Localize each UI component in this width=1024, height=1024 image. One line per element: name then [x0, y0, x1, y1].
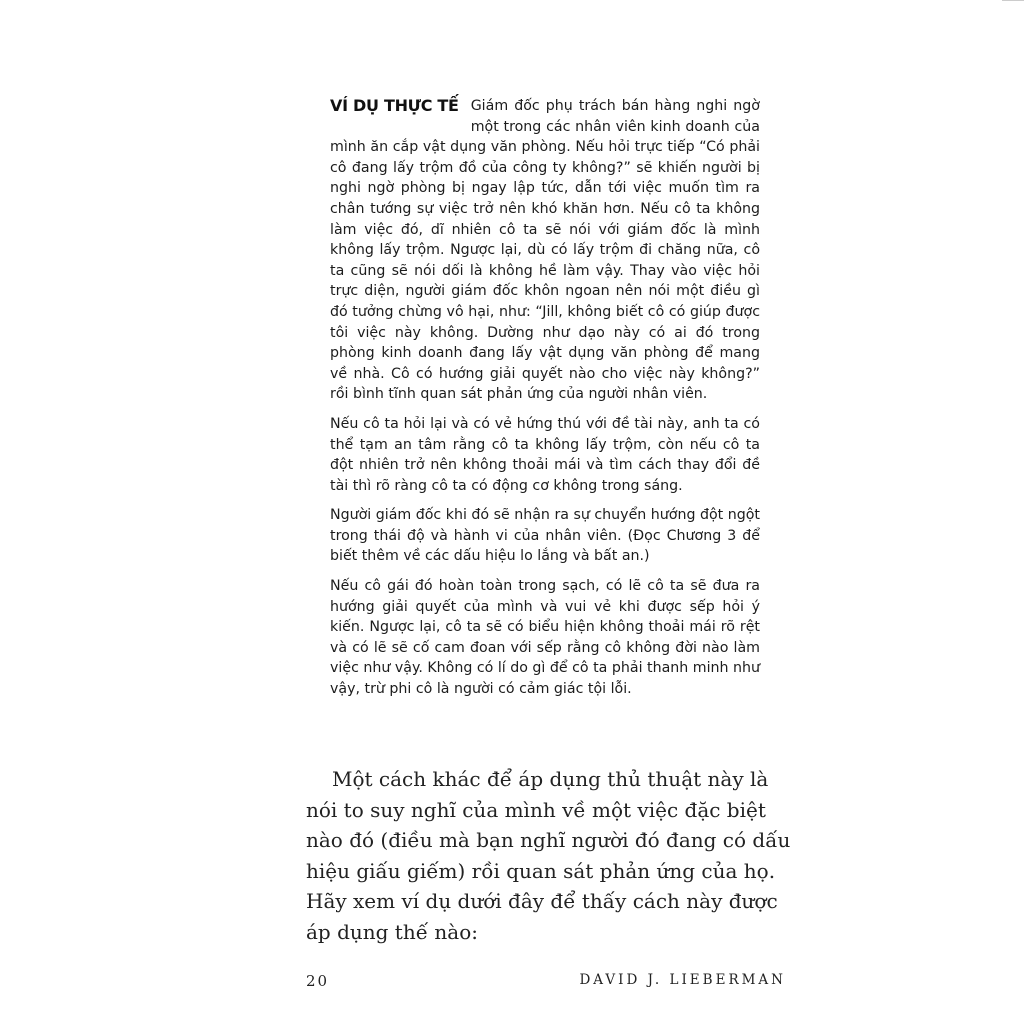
real-example-box	[330, 96, 760, 709]
main-text	[306, 764, 800, 947]
example-paragraph-4: Nếu cô gái đó hoàn toàn trong sạch, có lẽ cô ta sẽ đưa ra hướng giải quyết của mình và vui vẻ khi được sếp hỏi ý kiến. Ngược lại, cô ta sẽ có biểu hiện không thoải mái rõ rệt và có lẽ sẽ cố cam đoan với sếp rằng cô không đời nào làm việc như vậy. Không có lí do gì để cô ta phải thanh minh như vậy, trừ phi cô là người có cảm giác tội lỗi.	[330, 578, 760, 698]
example-heading: VÍ DỤ THỰC TẾ	[330, 96, 459, 115]
main-paragraph: Một cách khác để áp dụng thủ thuật này là nói to suy nghĩ của mình về một việc đặc biệt nào đó (điều mà bạn nghĩ người đó đang có dấu hiệu giấu giếm) rồi quan sát phản ứng của họ. Hãy xem ví dụ dưới đây để thấy cách này được áp dụng thế nào:	[306, 767, 791, 944]
example-paragraph-3: Người giám đốc khi đó sẽ nhận ra sự chuyển hướng đột ngột trong thái độ và hành vi của nhân viên. (Đọc Chương 3 để biết thêm về các dấu hiệu lo lắng và bất an.)	[330, 507, 760, 565]
page-number: 20	[306, 972, 330, 990]
example-paragraph-2: Nếu cô ta hỏi lại và có vẻ hứng thú với đề tài này, anh ta có thể tạm an tâm rằng cô ta không lấy trộm, còn nếu cô ta đột nhiên trở nên không thoải mái và tìm cách thay đổi đề tài thì rõ ràng cô ta có động cơ không trong sáng.	[330, 415, 760, 494]
example-paragraph-1: Giám đốc phụ trách bán hàng nghi ngờ một trong các nhân viên kinh doanh của mình ăn cắp vật dụng văn phòng. Nếu hỏi trực tiếp “Có phải cô đang lấy trộm đồ của công ty không?” sẽ khiến người bị nghi ngờ phòng bị ngay lập tức, dẫn tới việc muốn tìm ra chân tướng sự việc trở nên khó khăn hơn. Nếu cô ta không làm việc đó, dĩ nhiên cô ta sẽ nói với giám đốc là mình không lấy trộm. Ngược lại, dù có lấy trộm đi chăng nữa, cô ta cũng sẽ nói dối là không hề làm vậy. Thay vào việc hỏi trực diện, người giám đốc khôn ngoan nên nói một điều gì đó tưởng chừng vô hại, như: “Jill, không biết cô có giúp được tôi việc này không. Dường như dạo này có ai đó trong phòng kinh doanh đang lấy vật dụng văn phòng để mang về nhà. Cô có hướng giải quyết nào cho việc này không?” rồi bình tĩnh quan sát phản ứng của người nhân viên.	[330, 98, 760, 403]
scan-edge-mark	[1002, 0, 1024, 1]
running-footer-author: DAVID J. LIEBERMAN	[579, 972, 786, 988]
